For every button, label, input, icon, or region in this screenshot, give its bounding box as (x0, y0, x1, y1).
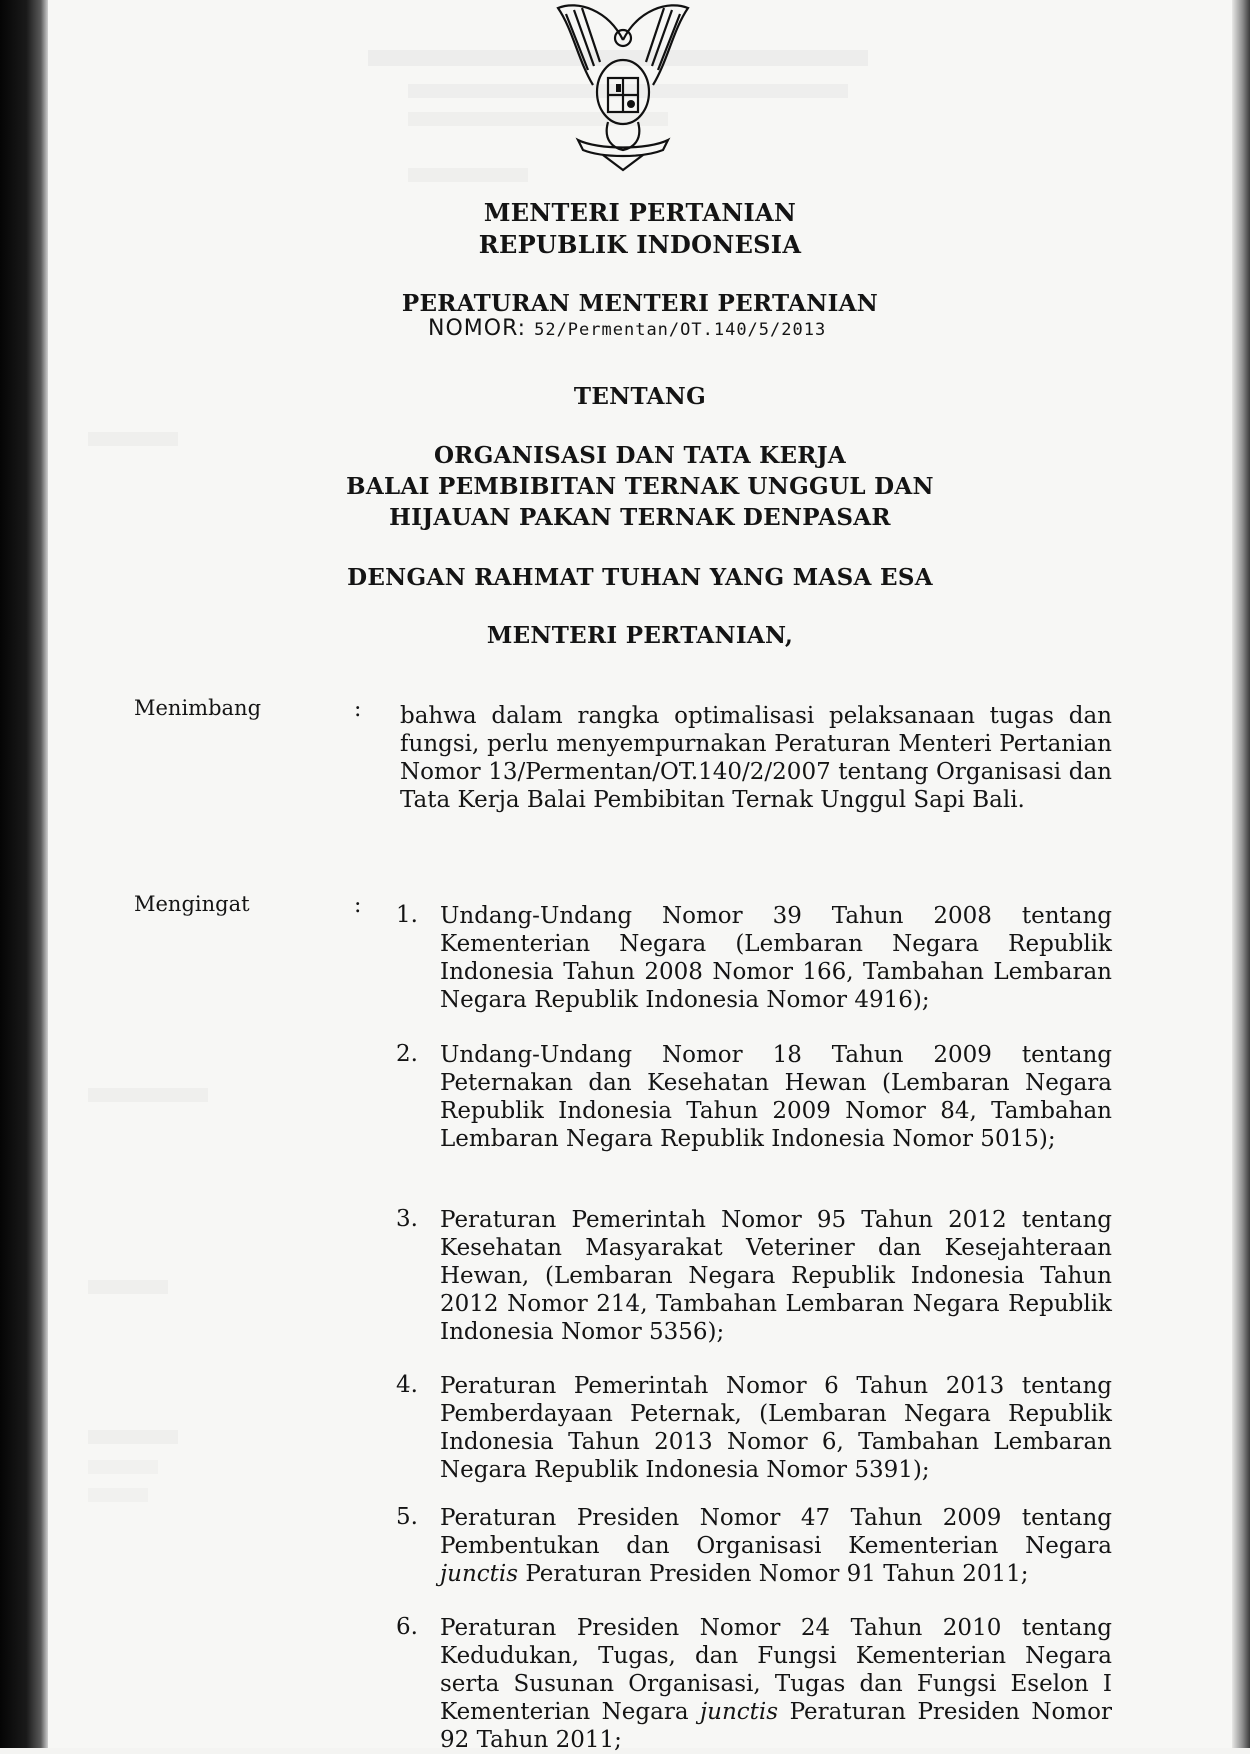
list-item-text-pre: Peraturan Presiden Nomor 24 Tahun 2010 tentang Kedudukan, Tugas, dan Fungsi Kementerian Negara serta Susunan Organisasi, Tugas dan Fungsi Eselon I Kementerian Negara (440, 1615, 1112, 1725)
menimbang-colon: : (354, 697, 362, 722)
list-item: Undang-Undang Nomor 18 Tahun 2009 tentang Peternakan dan Kesehatan Hewan (Lembaran Negara Republik Indonesia Tahun 2009 Nomor 84, Tambahan Lembaran Negara Republik Indonesia Nomor 5015); (440, 1042, 1112, 1152)
issuer: MENTERI PERTANIAN, (486, 622, 794, 649)
list-item-text-italic: junctis (700, 1699, 779, 1725)
regulation-subject-line3: HIJAUAN PAKAN TERNAK DENPASAR (389, 504, 891, 531)
list-item-text-post: Peraturan Presiden Nomor 91 Tahun 2011; (525, 1561, 1029, 1587)
list-item-number: 1. (396, 902, 418, 928)
list-item (440, 1614, 1112, 1754)
ministry-title-line1: MENTERI PERTANIAN (483, 198, 797, 227)
list-item-number: 5. (396, 1504, 418, 1530)
scan-right-edge (1232, 0, 1250, 1748)
mengingat-colon: : (354, 893, 362, 918)
garuda-emblem-icon (548, 0, 698, 175)
regulation-subject-line1: ORGANISASI DAN TATA KERJA (433, 442, 847, 469)
list-item-number: 6. (396, 1614, 418, 1640)
bleed-through (48, 0, 1232, 1748)
regulation-number-prefix: NOMOR: (428, 316, 527, 341)
invocation: DENGAN RAHMAT TUHAN YANG MASA ESA (347, 564, 933, 591)
scan-left-shadow (0, 0, 48, 1748)
list-item (440, 1504, 1112, 1588)
list-item-number: 4. (396, 1372, 418, 1398)
list-item: Peraturan Pemerintah Nomor 6 Tahun 2013 tentang Pemberdayaan Peternak, (Lembaran Negara Republik Indonesia Tahun 2013 Nomor 6, Tambahan Lembaran Negara Republik Indonesia Nomor 5391); (440, 1373, 1112, 1483)
document-page (48, 0, 1232, 1753)
regulation-about: TENTANG (573, 383, 707, 410)
list-item-number: 2. (396, 1041, 418, 1067)
list-item: Peraturan Pemerintah Nomor 95 Tahun 2012 tentang Kesehatan Masyarakat Veteriner dan Kesejahteraan Hewan, (Lembaran Negara Republik Indonesia Tahun 2012 Nomor 214, Tambahan Lembaran Negara Republik Indonesia Nomor 5356); (440, 1207, 1112, 1345)
list-item-text-post: Peraturan Presiden Nomor 92 Tahun 2011; (440, 1699, 1112, 1753)
list-item-text-italic: junctis (440, 1561, 519, 1587)
menimbang-label: Menimbang (134, 696, 262, 720)
ministry-title-line2: REPUBLIK INDONESIA (478, 230, 802, 259)
regulation-number (428, 316, 826, 341)
regulation-title: PERATURAN MENTERI PERTANIAN (401, 290, 879, 317)
list-item-number: 3. (396, 1206, 418, 1232)
list-item-text-pre: Peraturan Presiden Nomor 47 Tahun 2009 tentang Pembentukan dan Organisasi Kementerian Negara (440, 1505, 1112, 1559)
menimbang-text: bahwa dalam rangka optimalisasi pelaksanaan tugas dan fungsi, perlu menyempurnakan Peraturan Menteri Pertanian Nomor 13/Permentan/OT.140/2/2007 tentang Organisasi dan Tata Kerja Balai Pembibitan Ternak Unggul Sapi Bali. (400, 703, 1112, 813)
regulation-number-value: 52/Permentan/OT.140/5/2013 (534, 320, 827, 340)
regulation-subject-line2: BALAI PEMBIBITAN TERNAK UNGGUL DAN (346, 473, 934, 500)
list-item: Undang-Undang Nomor 39 Tahun 2008 tentang Kementerian Negara (Lembaran Negara Republik Indonesia Tahun 2008 Nomor 166, Tambahan Lembaran Negara Republik Indonesia Nomor 4916); (440, 903, 1112, 1013)
mengingat-label: Mengingat (134, 892, 250, 916)
